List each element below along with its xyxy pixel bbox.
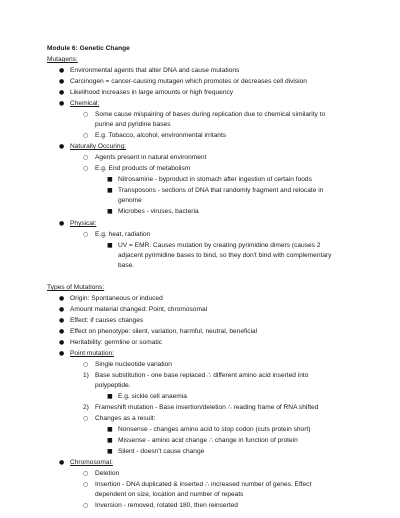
square-bullet-icon: ■: [107, 208, 113, 215]
list-item-continued: polypeptide.: [95, 382, 131, 389]
list-item: Agents present in natural environment: [95, 154, 207, 161]
bullet-icon: ●: [59, 339, 65, 346]
list-item: Effect: if causes changes: [70, 317, 144, 324]
list-item: Changes as a result:: [95, 415, 156, 422]
bullet-icon: ●: [59, 100, 65, 107]
circle-bullet-icon: ○: [83, 502, 89, 509]
square-bullet-icon: ■: [107, 448, 113, 455]
list-item: Nonsense - changes amino acid to stop codon (cuts protein short): [118, 426, 311, 433]
square-bullet-icon: ■: [107, 242, 113, 249]
list-item: Some cause mispairing of bases during replication due to chemical similarity to: [95, 111, 326, 118]
list-item: Missense - amino acid change ∴ change in function of protein: [118, 437, 298, 444]
list-item: E.g. End products of metabolism: [95, 165, 191, 172]
square-bullet-icon: ■: [107, 176, 113, 183]
circle-bullet-icon: ○: [83, 111, 89, 118]
list-item-continued: adjacent pyrimidine bases to bind, so they don't bind with complementary: [118, 252, 332, 259]
list-item: Silent - doesn't cause change: [118, 448, 205, 455]
circle-bullet-icon: ○: [83, 165, 89, 172]
list-item: Insertion - DNA duplicated & inserted ∴ increased number of genes. Effect: [95, 481, 312, 488]
bullet-icon: ●: [59, 220, 65, 227]
list-item: Carcinogen = cancer-causing mutagen which promotes or decreases cell division: [70, 78, 307, 85]
circle-bullet-icon: ○: [83, 231, 89, 238]
subsection-heading: Point mutation:: [70, 350, 114, 357]
list-item-continued: base.: [118, 262, 135, 269]
bullet-icon: ●: [59, 67, 65, 74]
list-number: 1): [83, 372, 89, 379]
circle-bullet-icon: ○: [83, 481, 89, 488]
circle-bullet-icon: ○: [83, 361, 89, 368]
list-item: Single nucleotide variation: [95, 361, 172, 368]
list-item: Amount material changed: Point, chromosomal: [70, 306, 208, 313]
list-item: Nitrosamine - byproduct in stomach after ingestion of certain foods: [118, 176, 312, 183]
section-heading-types: Types of Mutations:: [47, 284, 105, 291]
list-item-continued: purine and pyridine bases: [95, 121, 171, 128]
list-item: Environmental agents that alter DNA and cause mutations: [70, 67, 240, 74]
list-item: Base substitution - one base replaced ∴ different amino acid inserted into: [95, 372, 309, 379]
list-item: Deletion: [95, 470, 120, 477]
circle-bullet-icon: ○: [83, 132, 89, 139]
bullet-icon: ●: [59, 89, 65, 96]
list-item: Heritability: germline or somatic: [70, 339, 162, 346]
list-item: Inversion - removed, rotated 180, then reinserted: [95, 502, 238, 509]
section-heading-mutagens: Mutagens:: [47, 56, 78, 63]
list-number: 2): [83, 404, 89, 411]
list-item: Frameshift mutation - Base insertion/deletion ∴ reading frame of RNA shifted: [95, 404, 319, 411]
bullet-icon: ●: [59, 350, 65, 357]
list-item-continued: genome: [118, 197, 142, 204]
subsection-heading: Chemical:: [70, 100, 100, 107]
list-item: E.g. sickle cell anaemia: [118, 393, 187, 400]
circle-bullet-icon: ○: [83, 470, 89, 477]
list-item: Transposons - sections of DNA that randomly fragment and relocate in: [118, 187, 324, 194]
bullet-icon: ●: [59, 306, 65, 313]
list-item: UV = EMR. Causes mutation by creating pyrimidine dimers (causes 2: [118, 242, 321, 249]
square-bullet-icon: ■: [107, 426, 113, 433]
circle-bullet-icon: ○: [83, 415, 89, 422]
subsection-heading: Naturally Occuring:: [70, 143, 127, 150]
bullet-icon: ●: [59, 459, 65, 466]
square-bullet-icon: ■: [107, 437, 113, 444]
list-item: Effect on phenotype: silent, variation, harmful, neutral, beneficial: [70, 328, 258, 335]
square-bullet-icon: ■: [107, 393, 113, 400]
list-item: Origin: Spontaneous or induced: [70, 295, 163, 302]
square-bullet-icon: ■: [107, 187, 113, 194]
circle-bullet-icon: ○: [83, 154, 89, 161]
list-item: Likelihood increases in large amounts or high frequency: [70, 89, 234, 96]
bullet-icon: ●: [59, 328, 65, 335]
list-item: E.g. Tobacco, alcohol, environmental irritants: [95, 132, 227, 139]
list-item: Microbes - viruses, bacteria: [118, 208, 199, 215]
subsection-heading: Chromosomal:: [70, 459, 113, 466]
list-item: E.g. heat, radiation: [95, 231, 151, 238]
subsection-heading: Physical:: [70, 220, 97, 227]
bullet-icon: ●: [59, 317, 65, 324]
page-title: Module 6: Genetic Change: [47, 45, 130, 52]
bullet-icon: ●: [59, 78, 65, 85]
list-item-continued: dependent on size, location and number of repeats: [95, 491, 244, 498]
bullet-icon: ●: [59, 143, 65, 150]
bullet-icon: ●: [59, 295, 65, 302]
